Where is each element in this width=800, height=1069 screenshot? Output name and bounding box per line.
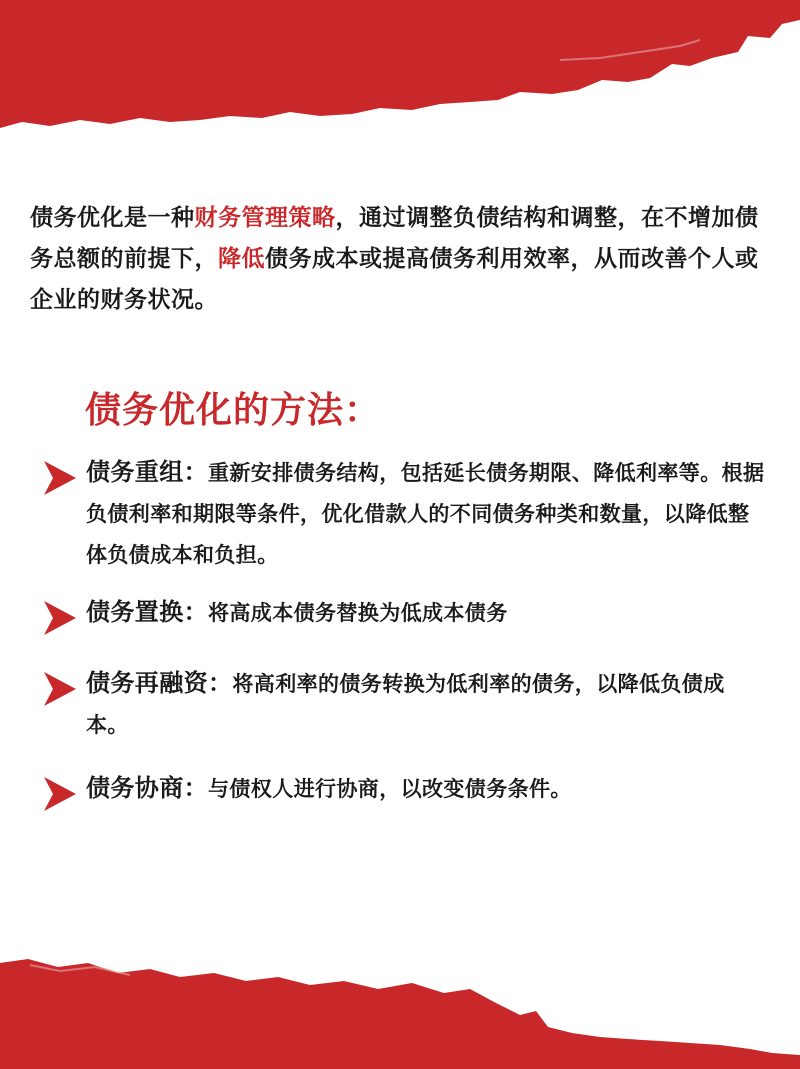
method-title: 债务协商： <box>86 774 208 802</box>
arrow-right-icon <box>44 672 76 706</box>
section-heading: 债务优化的方法： <box>85 390 382 431</box>
intro-text-2: ，通过调整负债结构和调整，在不增加债务总额的前提下， <box>30 205 759 272</box>
bottom-torn-banner <box>0 959 800 1069</box>
intro-highlight-reduce: 降低 <box>218 246 265 272</box>
intro-highlight-strategy: 财务管理策略 <box>194 205 336 231</box>
method-desc: 重新安排债务结构，包括延长债务期限、降低利率等。根据负债利率和期限等条件，优化借款人的不同债务种类和数量，以降低整体负债成本和负担。 <box>86 461 765 567</box>
method-title: 债务置换： <box>86 598 208 626</box>
method-desc: 与债权人进行协商，以改变债务条件。 <box>208 777 572 801</box>
method-title: 债务再融资： <box>86 669 233 697</box>
method-text <box>86 768 766 810</box>
method-text <box>86 452 766 576</box>
method-text <box>86 663 766 746</box>
arrow-right-icon <box>44 777 76 811</box>
arrow-right-icon <box>44 461 76 495</box>
arrow-right-icon <box>44 601 76 635</box>
method-text <box>86 592 766 634</box>
method-desc: 将高利率的债务转换为低利率的债务，以降低负债成本。 <box>86 672 725 737</box>
top-torn-banner <box>0 0 800 135</box>
method-desc: 将高成本债务替换为低成本债务 <box>208 601 508 625</box>
intro-paragraph <box>30 198 775 321</box>
intro-text-1: 债务优化是一种 <box>30 205 195 231</box>
intro-text-3: 债务成本或提高债务利用效率，从而改善个人或企业的财务状况。 <box>30 246 759 313</box>
method-title: 债务重组： <box>86 458 208 486</box>
